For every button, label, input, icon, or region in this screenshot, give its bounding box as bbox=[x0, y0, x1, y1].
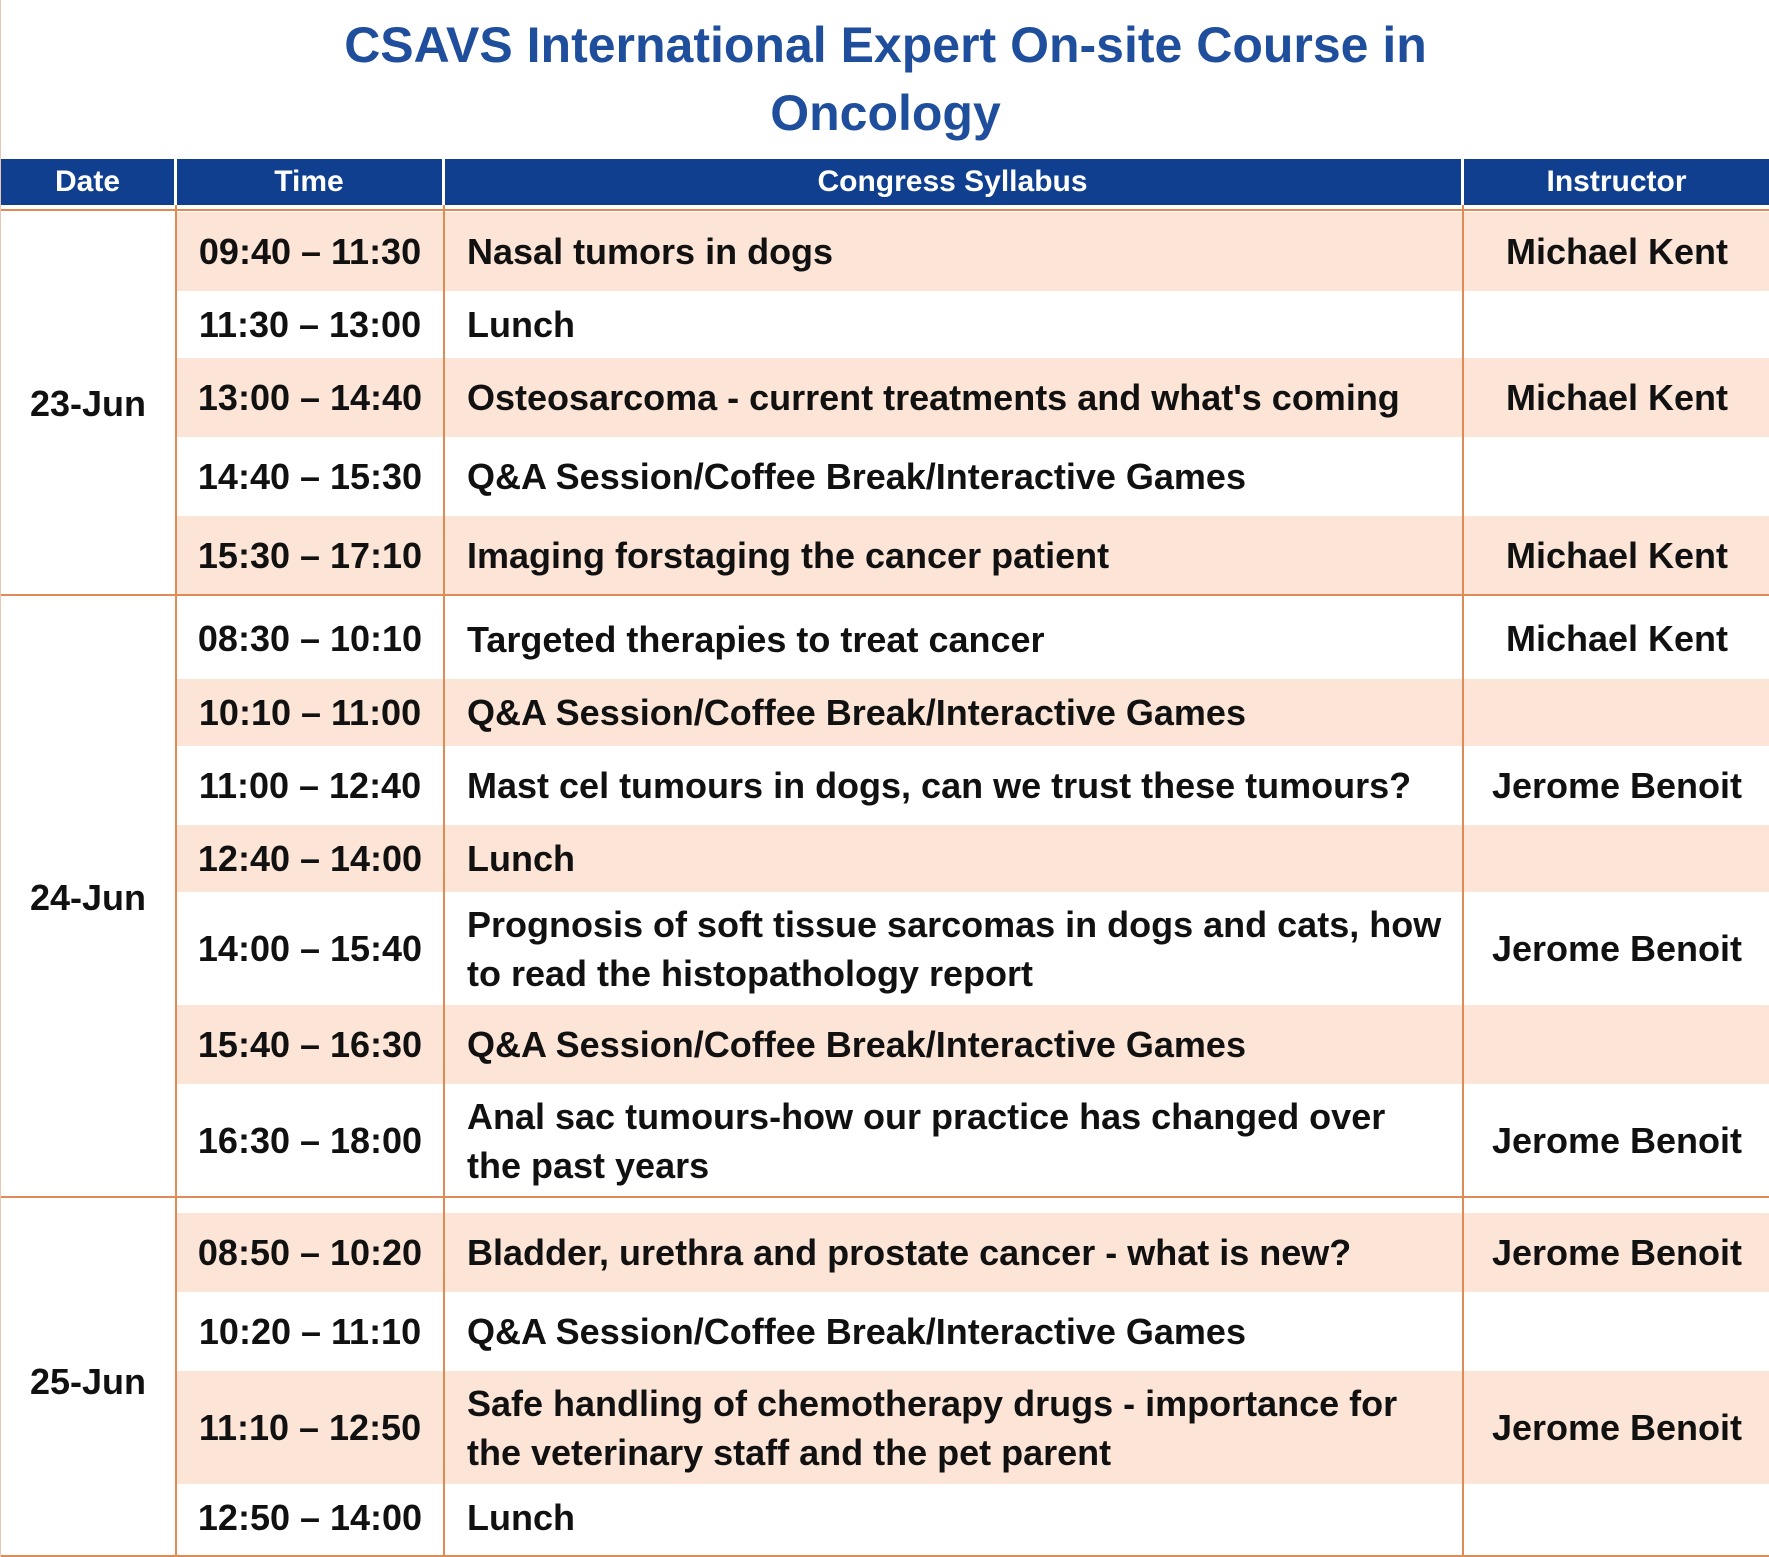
page-title bbox=[1, 0, 1769, 158]
session-time: 13:00 – 14:40 bbox=[177, 358, 443, 437]
session-instructor: Michael Kent bbox=[1464, 516, 1769, 595]
session-time: 15:40 – 16:30 bbox=[177, 1005, 443, 1084]
session-time: 08:50 – 10:20 bbox=[177, 1213, 443, 1292]
session-time: 11:30 – 13:00 bbox=[198, 303, 422, 345]
session-topic: Q&A Session/Coffee Break/Interactive Games bbox=[467, 456, 1246, 497]
session-topic: Lunch bbox=[445, 825, 1462, 892]
session-instructor bbox=[1464, 1005, 1769, 1084]
session-instructor bbox=[1464, 825, 1769, 892]
session-topic: Anal sac tumours-how our practice has changed over the past years bbox=[467, 1095, 1386, 1186]
session-topic: Nasal tumors in dogs bbox=[445, 212, 1462, 291]
column-divider bbox=[175, 205, 177, 1557]
session-instructor: Jerome Benoit bbox=[1491, 927, 1743, 969]
session-instructor: Jerome Benoit bbox=[1491, 764, 1743, 806]
session-time: 12:40 – 14:00 bbox=[177, 825, 443, 892]
session-topic: Prognosis of soft tissue sarcomas in dogs and cats, how to read the histopathology report bbox=[467, 903, 1442, 994]
session-topic: Targeted therapies to treat cancer bbox=[467, 618, 1045, 660]
header-time: Time bbox=[176, 159, 442, 205]
column-divider bbox=[443, 205, 445, 1557]
title-line-1: CSAVS International Expert On-site Course in bbox=[344, 17, 1427, 73]
day-divider bbox=[1, 1196, 1769, 1198]
session-instructor: Jerome Benoit bbox=[1491, 1119, 1743, 1161]
header-syllabus: Congress Syllabus bbox=[444, 159, 1461, 205]
session-instructor: Jerome Benoit bbox=[1464, 1371, 1769, 1484]
session-time: 11:10 – 12:50 bbox=[177, 1371, 443, 1484]
day-date: 23-Jun bbox=[29, 382, 147, 424]
session-time: 09:40 – 11:30 bbox=[177, 212, 443, 291]
header-instructor: Instructor bbox=[1463, 159, 1769, 205]
session-time: 10:20 – 11:10 bbox=[198, 1310, 422, 1352]
header-column-divider bbox=[175, 159, 177, 205]
session-instructor: Jerome Benoit bbox=[1464, 1213, 1769, 1292]
session-instructor: Michael Kent bbox=[1464, 358, 1769, 437]
session-topic: Lunch bbox=[467, 304, 575, 345]
session-topic: Q&A Session/Coffee Break/Interactive Games bbox=[445, 679, 1462, 746]
session-time: 12:50 – 14:00 bbox=[197, 1496, 423, 1538]
header-column-divider bbox=[1462, 159, 1464, 205]
session-topic: Mast cel tumours in dogs, can we trust these tumours? bbox=[467, 765, 1412, 806]
day-date: 24-Jun bbox=[29, 877, 147, 918]
column-divider bbox=[1462, 205, 1464, 1557]
session-instructor bbox=[1464, 679, 1769, 746]
session-topic: Q&A Session/Coffee Break/Interactive Games bbox=[445, 1005, 1462, 1084]
session-time: 14:40 – 15:30 bbox=[197, 455, 423, 497]
title-line-2: Oncology bbox=[770, 85, 1001, 141]
session-topic: Safe handling of chemotherapy drugs - importance for the veterinary staff and the pet parent bbox=[445, 1371, 1462, 1484]
session-time: 10:10 – 11:00 bbox=[177, 679, 443, 746]
session-instructor bbox=[1464, 291, 1769, 358]
session-topic: Bladder, urethra and prostate cancer - what is new? bbox=[445, 1213, 1462, 1292]
session-instructor bbox=[1464, 1484, 1769, 1551]
session-time: 11:00 – 12:40 bbox=[198, 764, 422, 806]
session-topic: Q&A Session/Coffee Break/Interactive Games bbox=[467, 1311, 1246, 1352]
session-topic: Osteosarcoma - current treatments and what's coming bbox=[445, 358, 1462, 437]
session-instructor: Michael Kent bbox=[1464, 212, 1769, 291]
session-instructor: Michael Kent bbox=[1505, 618, 1729, 659]
session-time: 08:30 – 10:10 bbox=[197, 618, 423, 659]
session-topic: Imaging forstaging the cancer patient bbox=[445, 516, 1462, 595]
session-time: 15:30 – 17:10 bbox=[177, 516, 443, 595]
day-date: 25-Jun bbox=[29, 1361, 147, 1402]
session-time: 16:30 – 18:00 bbox=[197, 1119, 423, 1161]
header-date: Date bbox=[1, 159, 174, 205]
session-topic: Lunch bbox=[467, 1497, 575, 1538]
day-divider bbox=[1, 594, 1769, 596]
header-column-divider bbox=[443, 159, 445, 205]
header-divider bbox=[1, 205, 1769, 211]
session-time: 14:00 – 15:40 bbox=[197, 927, 423, 969]
session-instructor bbox=[1464, 437, 1769, 516]
session-instructor bbox=[1464, 1292, 1769, 1371]
